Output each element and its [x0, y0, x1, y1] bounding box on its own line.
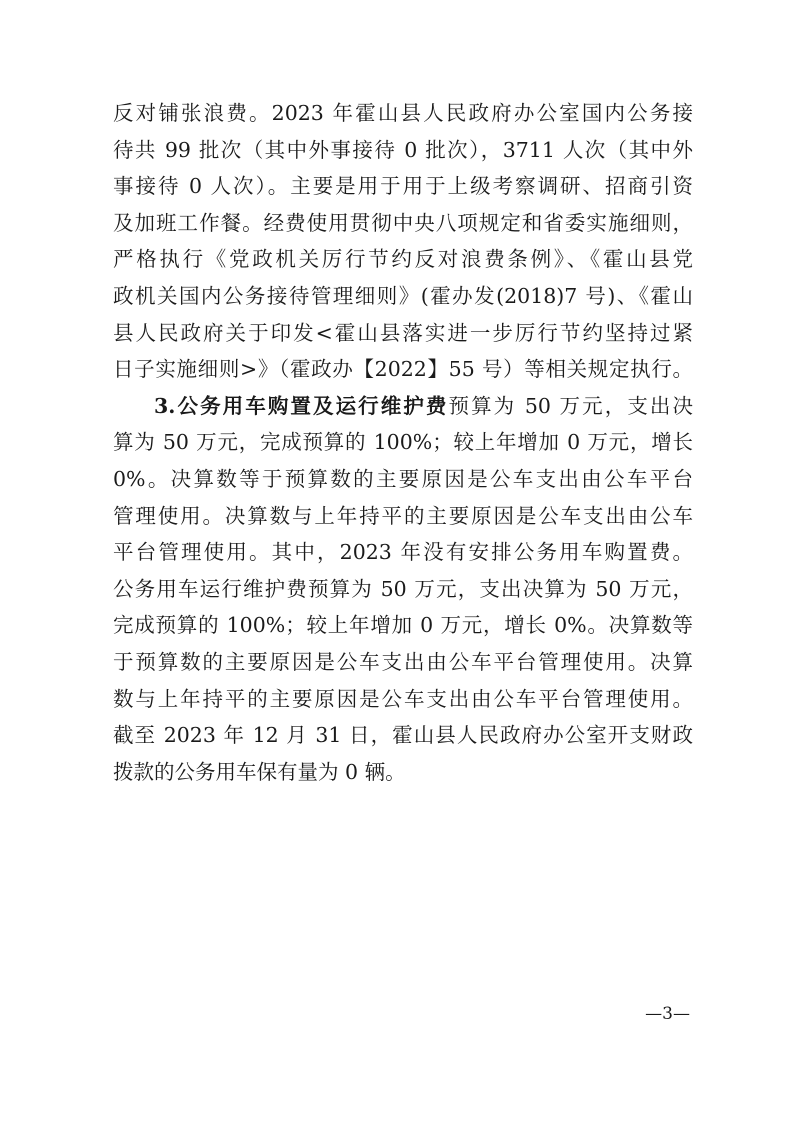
- text-line: 算为 50 万元，完成预算的 100%；较上年增加 0 万元，增长: [113, 430, 693, 455]
- text-line: 于预算数的主要原因是公车支出由公车平台管理使用。决算: [113, 649, 693, 674]
- text-line: 公务用车运行维护费预算为 50 万元，支出决算为 50 万元，: [113, 576, 693, 601]
- text-line: 事接待 0 人次）。主要是用于用于上级考察调研、招商引资: [113, 174, 693, 199]
- text-line: 反对铺张浪费。2023 年霍山县人民政府办公室国内公务接: [113, 101, 693, 125]
- section-3-first-line-text: 预算为 50 万元，支出决: [448, 393, 693, 418]
- text-line: 0%。决算数等于预算数的主要原因是公车支出由公车平台: [113, 466, 693, 491]
- text-line: 县人民政府关于印发<霍山县落实进一步厉行节约坚持过紧: [113, 320, 693, 345]
- text-line: 日子实施细则>》（霍政办【2022】55 号）等相关规定执行。: [113, 357, 693, 382]
- text-line: 待共 99 批次（其中外事接待 0 批次），3711 人次（其中外: [113, 137, 693, 162]
- text-line: 政机关国内公务接待管理细则》(霍办发(2018)7 号)、《霍山: [113, 283, 693, 308]
- text-line: 截至 2023 年 12 月 31 日，霍山县人民政府办公室开支财政: [113, 723, 693, 748]
- body-text: [113, 95, 693, 790]
- text-line: 拨款的公务用车保有量为 0 辆。: [113, 759, 406, 784]
- text-line: 及加班工作餐。经费使用贯彻中央八项规定和省委实施细则，: [113, 210, 693, 235]
- page-number: —3—: [645, 1004, 690, 1024]
- text-line: 严格执行《党政机关厉行节约反对浪费条例》、《霍山县党: [113, 247, 693, 272]
- section-3-first-line: [113, 388, 693, 425]
- text-line: 完成预算的 100%；较上年增加 0 万元，增长 0%。决算数等: [113, 613, 693, 638]
- text-line: 管理使用。决算数与上年持平的主要原因是公车支出由公车: [113, 503, 693, 528]
- text-line: 数与上年持平的主要原因是公车支出由公车平台管理使用。: [113, 686, 693, 711]
- text-line: 平台管理使用。其中，2023 年没有安排公务用车购置费。: [113, 540, 693, 565]
- section-3-heading: 3.公务用车购置及运行维护费: [154, 393, 449, 418]
